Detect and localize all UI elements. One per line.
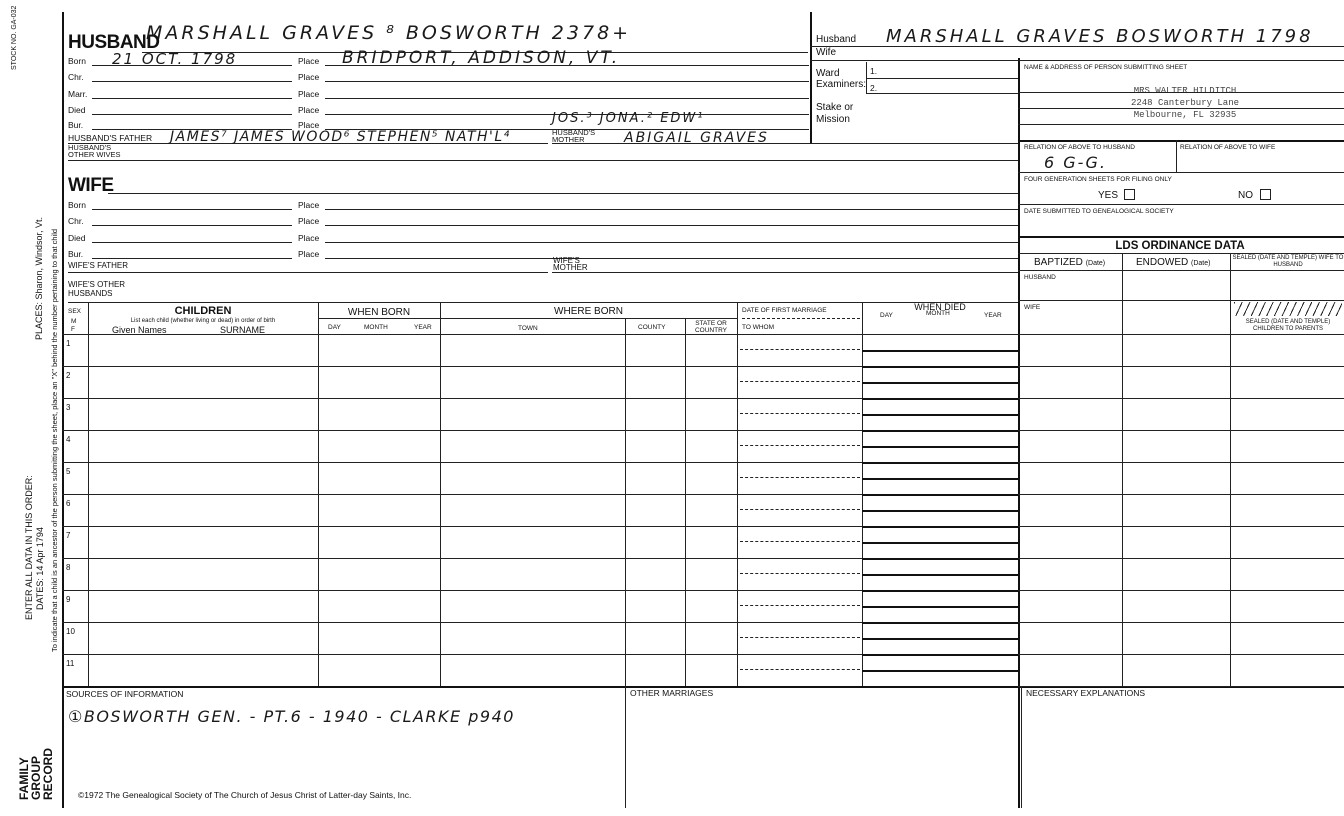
ward-label: Ward [816, 68, 840, 79]
wife-born-place-line [325, 209, 1018, 210]
child-row-number: 3 [66, 403, 71, 412]
wife-bur-place-label: Place [298, 249, 320, 259]
relation-bottom [1018, 172, 1344, 173]
table-row [62, 462, 1018, 494]
lds-row-line [1018, 686, 1344, 687]
date-submitted-label: DATE SUBMITTED TO GENEALOGICAL SOCIETY [1024, 208, 1174, 215]
child-row-number: 9 [66, 595, 71, 604]
lds-row-line [1018, 398, 1344, 399]
examiner-2: 2. [870, 83, 878, 93]
necessary-explanations-label: NECESSARY EXPLANATIONS [1026, 688, 1146, 698]
table-row [62, 654, 1018, 686]
four-gen-label: FOUR GENERATION SHEETS FOR FILING ONLY [1024, 176, 1172, 183]
when-died-header: WHEN DIED [914, 302, 966, 312]
marriage-dash [740, 413, 860, 414]
born-year-header: YEAR [414, 324, 432, 331]
wife-died-place-line [325, 242, 1018, 243]
right-husband-label: Husband [816, 34, 857, 45]
lds-row-line [1018, 590, 1344, 591]
died-mid-line [862, 350, 1018, 352]
lds-row-line [1018, 654, 1344, 655]
table-row [62, 622, 1018, 654]
when-born-subline [318, 318, 440, 319]
center-border [810, 12, 812, 144]
endowed-header [1136, 258, 1210, 269]
marriage-dash [740, 381, 860, 382]
child-row-number: 1 [66, 339, 71, 348]
right-wife-line [810, 60, 1344, 61]
title-line-3: RECORD [41, 747, 55, 800]
wife-died-label: Died [68, 233, 86, 243]
submitter-street: 2248 Canterbury Lane [1130, 98, 1240, 108]
died-mid-line [862, 670, 1018, 672]
husband-chr-place-line [325, 81, 809, 82]
where-born-header: WHERE BORN [554, 306, 623, 317]
examiner-1-line [866, 78, 1018, 79]
stake-label: Stake or Mission [816, 102, 854, 125]
husband-mother-line [552, 143, 1018, 144]
husband-born-place-handwritten: BRIDPORT, ADDISON, VT. [342, 48, 621, 68]
husband-bur-label: Bur. [68, 120, 84, 130]
sealed-wife-header: SEALED (DATE AND TEMPLE) WIFE TO HUSBAND [1232, 255, 1344, 268]
lds-header-bottom [1018, 270, 1344, 271]
lds-title: LDS ORDINANCE DATA [1115, 240, 1245, 252]
lds-row-line [1018, 462, 1344, 463]
table-row [62, 334, 1018, 366]
right-panel-border [1018, 58, 1020, 808]
dates-instruction: DATES: 14 Apr 1794 [35, 527, 45, 610]
table-row [62, 398, 1018, 430]
lds-wife-bottom [1018, 334, 1344, 335]
wife-born-line [92, 209, 292, 210]
child-row-number: 5 [66, 467, 71, 476]
places-instruction: PLACES: Sharon, Windsor, Vt. [34, 216, 44, 340]
died-top-line [862, 558, 1018, 560]
right-wife-label: Wife [816, 47, 836, 58]
table-row [62, 590, 1018, 622]
given-names-header: Given Names [112, 325, 167, 335]
husband-marr-place-label: Place [298, 89, 320, 99]
marriage-dash [740, 445, 860, 446]
wife-chr-place-line [325, 225, 1018, 226]
sources-handwritten: ①BOSWORTH GEN. - PT.6 - 1940 - CLARKE p940 [68, 707, 515, 726]
died-mid-line [862, 606, 1018, 608]
wife-chr-label: Chr. [68, 216, 84, 226]
wife-heading: WIFE [68, 175, 114, 196]
wife-bur-label: Bur. [68, 249, 84, 259]
right-panel-border-inner [1021, 686, 1022, 808]
marriage-dash [740, 541, 860, 542]
submitter-line-2 [1018, 108, 1344, 109]
marriage-dash [740, 477, 860, 478]
child-row-number: 6 [66, 499, 71, 508]
where-born-subline [440, 318, 737, 319]
baptized-date-note: (Date) [1085, 260, 1106, 267]
relation-husband-handwritten: 6 G-G. [1044, 153, 1107, 172]
husband-mother-label: HUSBAND'S MOTHER [552, 128, 596, 144]
husband-born-date-handwritten: 21 OCT. 1798 [112, 50, 238, 68]
born-day-header: DAY [328, 324, 341, 331]
children-note: List each child (whether living or dead) in order of birth [130, 318, 276, 324]
child-row-number: 4 [66, 435, 71, 444]
wife-bur-line [92, 258, 292, 259]
town-header: TOWN [518, 325, 538, 332]
wife-died-place-label: Place [298, 233, 320, 243]
lds-row-line [1018, 526, 1344, 527]
died-mid-line [862, 382, 1018, 384]
husband-born-place-label: Place [298, 56, 320, 66]
died-mid-line [862, 510, 1018, 512]
right-husband-handwritten: MARSHALL GRAVES BOSWORTH 1798 [886, 26, 1314, 47]
died-mid-line [862, 414, 1018, 416]
submitter-name: MRS WALTER HILDITCH [1133, 86, 1237, 96]
submitter-line-3 [1018, 124, 1344, 125]
examiner-2-line [866, 93, 1018, 94]
died-top-line [862, 462, 1018, 464]
died-mid-line [862, 542, 1018, 544]
husband-mother-handwritten: ABIGAIL GRAVES [624, 130, 769, 146]
husband-died-line [92, 114, 292, 115]
died-top-line [862, 430, 1018, 432]
lds-wife-row: WIFE [1024, 304, 1041, 311]
first-marriage-header: DATE OF FIRST MARRIAGE [742, 307, 827, 314]
wife-name-line [108, 193, 1018, 194]
wife-father-label: WIFE'S FATHER [68, 261, 129, 270]
died-mid-line [862, 574, 1018, 576]
wife-mother-line [552, 272, 1018, 273]
husband-father-label: HUSBAND'S FATHER [68, 133, 153, 143]
marriage-dash [740, 349, 860, 350]
marriage-dash [740, 637, 860, 638]
four-gen-bottom [1018, 204, 1344, 205]
wife-father-line [68, 272, 548, 273]
husband-chr-label: Chr. [68, 72, 84, 82]
died-top-line [862, 654, 1018, 656]
lds-husband-row: HUSBAND [1024, 274, 1056, 281]
died-top-line [862, 526, 1018, 528]
title-line-2: GROUP [29, 755, 43, 800]
wife-died-line [92, 242, 292, 243]
lds-row-line [1018, 430, 1344, 431]
husband-heading: HUSBAND [68, 32, 160, 53]
other-marriages-border [625, 686, 626, 808]
husband-chr-line [92, 81, 292, 82]
husband-died-place-label: Place [298, 105, 320, 115]
marriage-dash [740, 605, 860, 606]
husband-bur-place-label: Place [298, 120, 320, 130]
sources-label: SOURCES OF INFORMATION [66, 689, 184, 699]
wife-born-place-label: Place [298, 200, 320, 210]
enter-data-instruction: ENTER ALL DATA IN THIS ORDER: [24, 475, 34, 620]
lds-row-line [1018, 366, 1344, 367]
died-top-line [862, 366, 1018, 368]
no-checkbox[interactable] [1260, 189, 1271, 200]
died-top-line [862, 494, 1018, 496]
husband-marr-label: Marr. [68, 89, 88, 99]
marriage-dash [740, 509, 860, 510]
wife-mother-label: WIFE'S MOTHER [553, 256, 588, 272]
child-row-number: 7 [66, 531, 71, 540]
sealed-children-header: SEALED (DATE AND TEMPLE) CHILDREN TO PARENTS [1245, 319, 1331, 332]
born-month-header: MONTH [364, 324, 388, 331]
died-top-line [862, 622, 1018, 624]
stock-number: STOCK NO. GA-032 [11, 5, 18, 70]
sex-mf-header: M F [71, 318, 77, 333]
table-row [62, 430, 1018, 462]
died-month-header: MONTH [926, 310, 950, 317]
lds-title-bottom [1018, 253, 1344, 254]
examiner-1: 1. [870, 66, 878, 76]
table-row [62, 558, 1018, 590]
table-row [62, 494, 1018, 526]
baptized-text: BAPTIZED [1034, 257, 1083, 268]
relation-husband-label: RELATION OF ABOVE TO HUSBAND [1024, 144, 1135, 151]
right-husband-line [810, 46, 1344, 47]
state-country-header: STATE OR COUNTRY [694, 320, 728, 334]
table-row [62, 526, 1018, 558]
submitter-city: Melbourne, FL 32935 [1133, 110, 1237, 120]
wife-chr-place-label: Place [298, 216, 320, 226]
marriage-dash [740, 573, 860, 574]
marriage-dash [740, 669, 860, 670]
title-line-1: FAMILY [17, 757, 31, 800]
county-header: COUNTY [638, 324, 666, 331]
died-mid-line [862, 478, 1018, 480]
died-top-line [862, 590, 1018, 592]
husband-lineage-note-handwritten: JOS.³ JONA.² EDW¹ [552, 111, 705, 126]
to-whom-header: TO WHOM [742, 324, 775, 331]
ancestor-instruction: To indicate that a child is an ancestor of the person submitting the sheet, place an "X" behind the number pertaining to that child [50, 228, 59, 652]
lds-row-line [1018, 622, 1344, 623]
lds-row-line [1018, 494, 1344, 495]
sealed-hatch [1234, 302, 1342, 316]
other-marriages-label: OTHER MARRIAGES [630, 688, 714, 698]
first-marriage-dash [742, 318, 860, 319]
baptized-header [1034, 258, 1105, 269]
died-top-line [862, 398, 1018, 400]
yes-label: YES [1098, 190, 1119, 201]
relation-wife-label: RELATION OF ABOVE TO WIFE [1180, 144, 1276, 151]
wife-other-husbands-label: WIFE'S OTHER HUSBANDS [68, 280, 126, 298]
examiners-label: Examiners: [816, 79, 867, 90]
lds-row-line [1018, 558, 1344, 559]
husband-marr-line [92, 98, 292, 99]
wife-other-husbands-line [68, 302, 1018, 303]
submitter-bottom [1018, 140, 1344, 142]
wife-chr-line [92, 225, 292, 226]
died-day-header: DAY [880, 312, 893, 319]
wife-bur-place-line [325, 258, 1018, 259]
submitter-label: NAME & ADDRESS OF PERSON SUBMITTING SHEET [1024, 64, 1188, 71]
child-row-number: 2 [66, 371, 71, 380]
husband-born-label: Born [68, 56, 86, 66]
died-mid-line [862, 446, 1018, 448]
child-row-number: 8 [66, 563, 71, 572]
husband-other-wives-line [68, 160, 1018, 161]
died-year-header: YEAR [984, 312, 1002, 319]
no-label: NO [1238, 190, 1253, 201]
endowed-text: ENDOWED [1136, 257, 1189, 268]
children-header: CHILDREN [174, 305, 232, 317]
surname-header: SURNAME [220, 325, 266, 335]
family-group-record-title [18, 748, 54, 800]
date-submitted-bottom [1018, 236, 1344, 238]
husband-other-wives-label: HUSBAND'S OTHER WIVES [68, 143, 121, 159]
table-row [62, 366, 1018, 398]
yes-checkbox[interactable] [1124, 189, 1135, 200]
husband-died-label: Died [68, 105, 86, 115]
husband-marr-place-line [325, 98, 809, 99]
husband-name-handwritten: MARSHALL GRAVES ⁸ BOSWORTH 2378+ [146, 22, 632, 44]
lds-husband-bottom [1018, 300, 1344, 301]
died-mid-line [862, 638, 1018, 640]
child-row-number: 11 [66, 659, 75, 668]
relation-divider [1176, 140, 1177, 172]
endowed-date-note: (Date) [1191, 260, 1211, 267]
submitter-line-1 [1018, 92, 1344, 93]
sex-header: SEX [68, 308, 82, 315]
husband-chr-place-label: Place [298, 72, 320, 82]
husband-father-handwritten: JAMES⁷ JAMES WOOD⁶ STEPHEN⁵ NATH'L⁴ [170, 129, 511, 145]
wife-born-label: Born [68, 200, 86, 210]
when-born-header: WHEN BORN [347, 307, 411, 318]
copyright: ©1972 The Genealogical Society of The Church of Jesus Christ of Latter-day Saints, Inc. [78, 790, 412, 800]
child-row-number: 10 [66, 627, 75, 636]
